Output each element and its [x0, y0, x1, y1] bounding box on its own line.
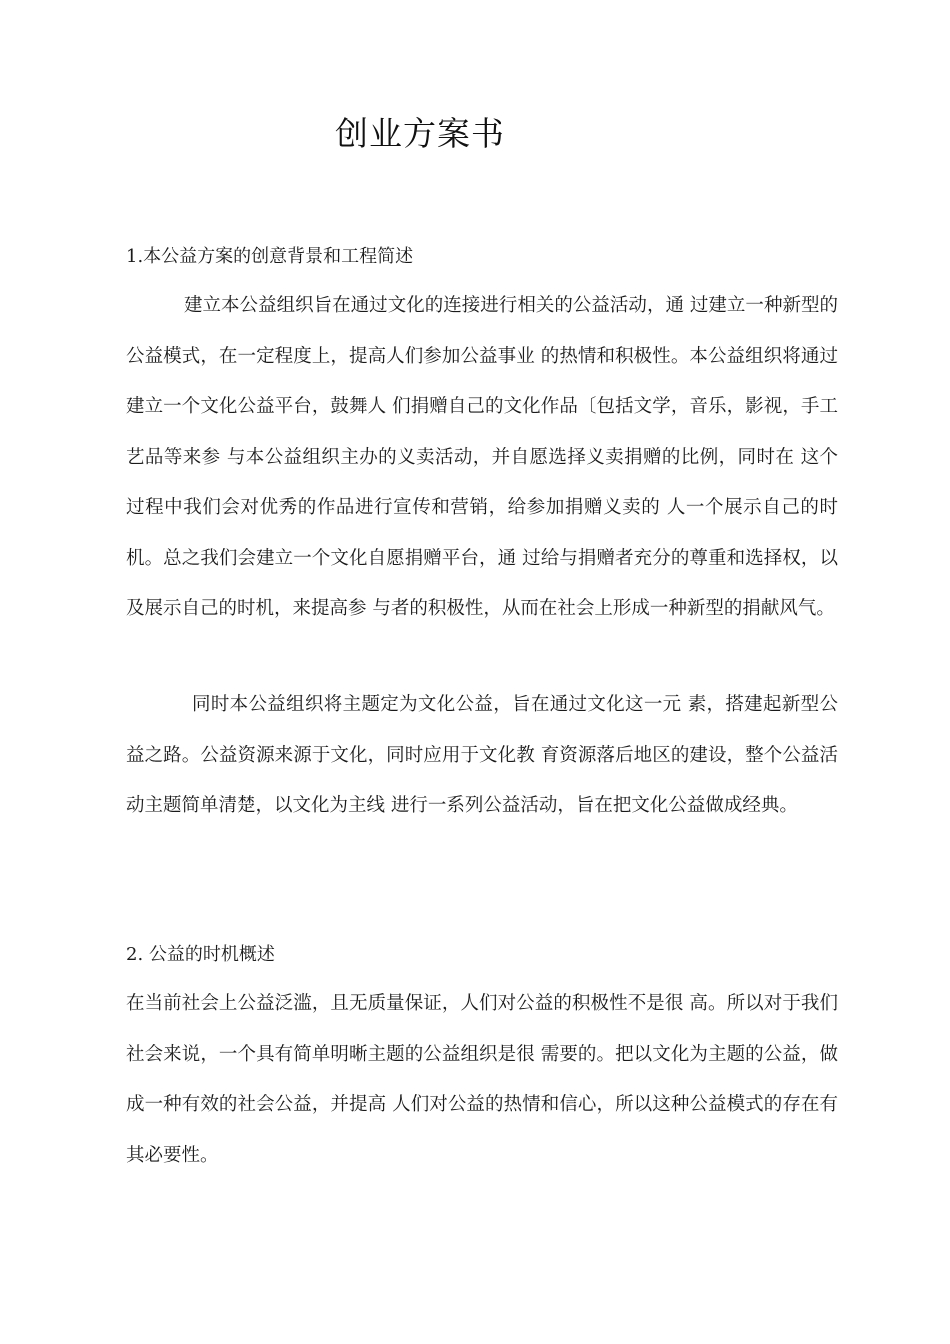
section-1-heading: 1.本公益方案的创意背景和工程简述 — [126, 246, 414, 267]
section-1-paragraph-1: 建立本公益组织旨在通过文化的连接进行相关的公益活动，通 过建立一种新型的公益模式，在一定程度上，提高人们参加公益事业 的热情和积极性。本公益组织将通过建立一个文化公益平台，鼓舞人 们捐赠自己的文化作品〔包括文学，音乐，影视，手工艺品等来参 与本公益组织主办的义卖活动，并自愿选择义卖捐赠的比例，同时在 这个过程中我们会对优秀的作品进行宣传和营销，给参加捐赠义卖的 人一个展示自己的时机。总之我们会建立一个文化自愿捐赠平台，通 过给与捐赠者充分的尊重和选择权，以及展示自己的时机，来提高参 与者的积极性，从而在社会上形成一种新型的捐献风气。 — [126, 295, 838, 619]
section-2-paragraph-1: 在当前社会上公益泛滥，且无质量保证，人们对公益的积极性不是很 高。所以对于我们社会来说，一个具有简单明晰主题的公益组织是很 需要的。把以文化为主题的公益，做成一种有效的社会公益，并提高 人们对公益的热情和信心，所以这种公益模式的存在有其必要性。 — [126, 993, 838, 1166]
section-1-paragraph-2: 同时本公益组织将主题定为文化公益，旨在通过文化这一元 素，搭建起新型公益之路。公益资源来源于文化，同时应用于文化教 育资源落后地区的建设，整个公益活动主题简单清楚，以文化为主线 进行一系列公益活动，旨在把文化公益做成经典。 — [126, 694, 838, 816]
document-title: 创业方案书 — [335, 114, 505, 153]
section-2-heading: 2. 公益的时机概述 — [126, 944, 275, 965]
